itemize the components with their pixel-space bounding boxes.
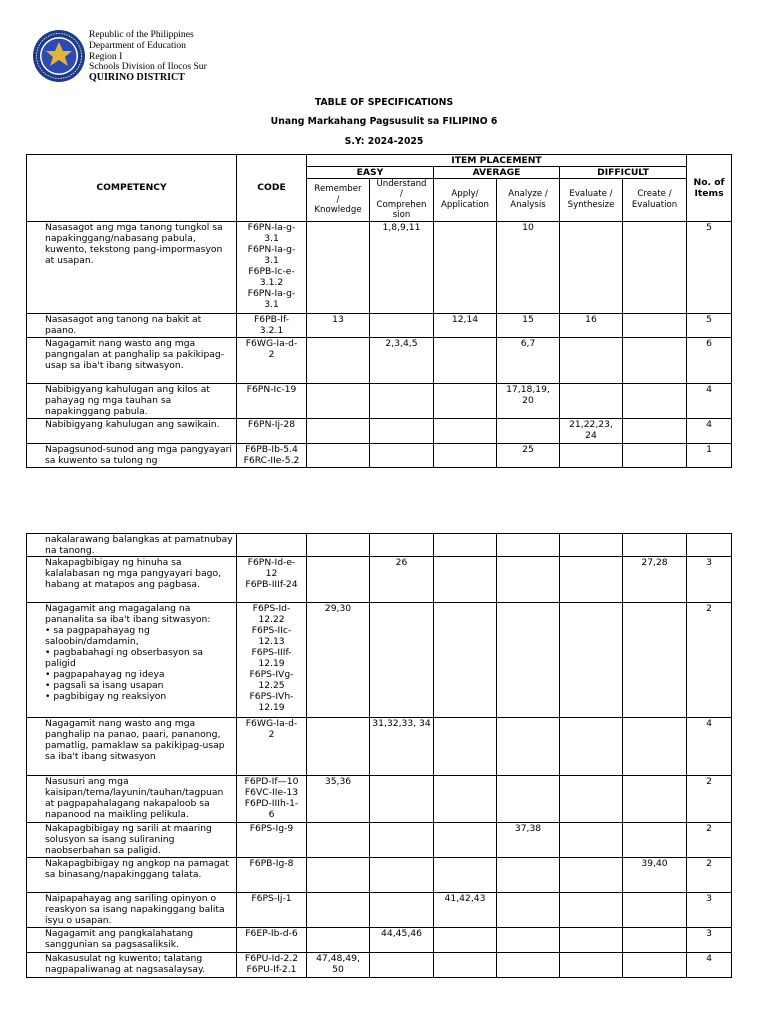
competency-cell: Nabibigyang kahulugan ang sawikain.	[27, 418, 237, 443]
evaluate-items-cell	[560, 603, 623, 718]
create-items-cell	[623, 718, 687, 776]
create-items-cell	[623, 928, 687, 953]
remember-header	[307, 179, 370, 222]
create-items-cell	[623, 893, 687, 928]
code-cell	[237, 383, 307, 418]
code-line: F6EP-Ib-d-6	[245, 928, 298, 939]
analyze-items-cell	[497, 928, 560, 953]
understand-items-cell: 26	[370, 557, 434, 603]
analyze-items-cell: 15	[497, 313, 560, 337]
remember-items-cell	[307, 893, 370, 928]
code-cell	[237, 953, 307, 978]
code-line: 12.25	[258, 680, 285, 691]
analyze-items-cell: 17,18,19, 20	[497, 383, 560, 418]
code-line: F6PN-Ij-28	[247, 418, 296, 430]
competency-cell: Nakapagbibigay ng angkop na pamagat sa binasang/napakinggang talata.	[27, 858, 237, 893]
evaluate-items-cell	[560, 858, 623, 893]
apply-items-cell: 41,42,43	[434, 893, 497, 928]
code-line: F6PS-IVh-	[249, 691, 294, 702]
table-body	[27, 221, 732, 467]
analyze-items-cell	[497, 893, 560, 928]
create-items-cell	[623, 443, 687, 467]
evaluate-items-cell	[560, 893, 623, 928]
remember-items-cell: 47,48,49, 50	[307, 953, 370, 978]
header-line: Knowledge	[314, 205, 362, 216]
understand-items-cell	[370, 776, 434, 823]
understand-items-cell	[370, 534, 434, 557]
remember-items-cell	[307, 221, 370, 313]
header-line: Synthesize	[567, 199, 615, 210]
table-row	[27, 383, 732, 418]
code-line: F6PN-Ia-g-	[247, 221, 296, 233]
remember-items-cell	[307, 534, 370, 557]
total-items-cell	[687, 534, 732, 557]
code-cell	[237, 776, 307, 823]
analyze-items-cell	[497, 418, 560, 443]
evaluate-items-cell	[560, 383, 623, 418]
code-line: F6PN-Id-e-	[247, 557, 296, 568]
code-line: F6PS-Id-	[252, 603, 291, 614]
competency-cell: nakalarawang balangkas at pamatnubay na tanong.	[27, 534, 237, 557]
evaluate-items-cell: 16	[560, 313, 623, 337]
letterhead-text	[89, 30, 207, 84]
code-cell	[237, 718, 307, 776]
code-cell	[237, 337, 307, 383]
letterhead	[32, 27, 332, 89]
create-items-cell	[623, 418, 687, 443]
code-line: F6PS-IIc-	[251, 625, 292, 636]
table-row	[27, 534, 732, 557]
remember-items-cell	[307, 418, 370, 443]
competency-cell: Nagagamit nang wasto ang mga panghalip na panao, paari, pananong, pamatlig, pamaklaw sa pakikipag-usap sa iba't ibang sitwasyon	[27, 718, 237, 776]
code-line: 3.1	[264, 298, 279, 310]
table-body	[27, 534, 732, 978]
letterhead-line: Department of Education	[89, 39, 186, 51]
exam-title: Unang Markahang Pagsusulit sa FILIPINO 6	[270, 116, 498, 127]
item-placement-header: ITEM PLACEMENT	[307, 155, 687, 167]
total-items-cell: 2	[687, 603, 732, 718]
table-row	[27, 557, 732, 603]
code-line: F6PS-IVg-	[249, 669, 294, 680]
understand-items-cell: 31,32,33, 34	[370, 718, 434, 776]
analyze-items-cell	[497, 718, 560, 776]
create-items-cell	[623, 383, 687, 418]
code-line: 3.2.1	[259, 324, 284, 336]
competency-cell: Nakapagbibigay ng sarili at maaring solusyon sa isang suliraning naobserbahan sa paligid.	[27, 823, 237, 858]
total-items-cell: 1	[687, 443, 732, 467]
table-row	[27, 928, 732, 953]
remember-items-cell	[307, 557, 370, 603]
code-line: F6PB-IIIf-24	[245, 579, 298, 590]
evaluate-items-cell	[560, 776, 623, 823]
code-cell	[237, 893, 307, 928]
total-items-cell: 2	[687, 823, 732, 858]
total-items-cell: 3	[687, 557, 732, 603]
competency-cell: Nasasagot ang tanong na bakit at paano.	[27, 313, 237, 337]
specification-table-page-2	[26, 533, 732, 978]
understand-items-cell	[370, 603, 434, 718]
understand-items-cell	[370, 383, 434, 418]
analyze-items-cell: 37,38	[497, 823, 560, 858]
code-line: F6PB-Ib-5.4	[245, 443, 298, 455]
code-cell	[237, 313, 307, 337]
header-line: Comprehen	[376, 199, 427, 210]
apply-items-cell	[434, 443, 497, 467]
analyze-items-cell	[497, 776, 560, 823]
average-header: AVERAGE	[434, 167, 560, 179]
apply-items-cell	[434, 776, 497, 823]
header-line: Remember	[314, 184, 362, 195]
total-items-cell: 3	[687, 893, 732, 928]
header-line: Understand	[376, 179, 427, 189]
competency-cell: Nakasusulat ng kuwento; talatang nagpapaliwanag at nagsasalaysay.	[27, 953, 237, 978]
deped-seal-icon	[32, 29, 86, 83]
analyze-items-cell: 10	[497, 221, 560, 313]
evaluate-items-cell	[560, 928, 623, 953]
code-line: F6PB-Ig-8	[249, 858, 294, 869]
competency-cell: Nagagamit ang pangkalahatang sanggunian sa pagsasaliksik.	[27, 928, 237, 953]
code-line: 3.1.2	[259, 276, 284, 288]
letterhead-line: Region I	[89, 50, 123, 62]
specification-table-page-1	[26, 154, 732, 468]
apply-items-cell	[434, 823, 497, 858]
code-line: F6PN-Ia-g-	[247, 287, 296, 299]
code-line: 12.22	[258, 614, 285, 625]
table-row	[27, 221, 732, 313]
code-line: F6PD-IIIh-1-	[244, 798, 299, 809]
evaluate-items-cell: 21,22,23, 24	[560, 418, 623, 443]
remember-items-cell: 35,36	[307, 776, 370, 823]
analyze-items-cell	[497, 557, 560, 603]
total-items-cell: 5	[687, 313, 732, 337]
code-line: F6PS-IIIf-	[251, 647, 292, 658]
code-line: 12.19	[258, 702, 285, 713]
header-line: Apply/	[451, 189, 479, 200]
create-items-cell: 39,40	[623, 858, 687, 893]
remember-items-cell	[307, 383, 370, 418]
apply-items-cell	[434, 221, 497, 313]
competency-cell: Nagagamit ang magagalang na pananalita sa iba't ibang sitwasyon: • sa pagpapahayag ng saloobin/damdamin, • pagbabahagi ng obserbasyon sa paligid • pagpapahayag ng ideya • pagsali sa isang usapan • pagbibigay ng reaksiyon	[27, 603, 237, 718]
code-line: F6VC-IIe-13	[244, 787, 299, 798]
evaluate-items-cell	[560, 443, 623, 467]
competency-cell: Naipapahayag ang sariling opinyon o reaskyon sa isang napakinggang balita isyu o usapan.	[27, 893, 237, 928]
analyze-header	[497, 179, 560, 222]
understand-items-cell: 2,3,4,5	[370, 337, 434, 383]
code-line: 12.13	[258, 636, 285, 647]
code-cell	[237, 823, 307, 858]
apply-items-cell	[434, 557, 497, 603]
code-line: F6PU-Id-2.2	[244, 953, 299, 964]
code-line: F6PN-Ia-g-	[247, 243, 296, 255]
competency-cell: Nagagamit nang wasto ang mga pangngalan at panghalip sa pakikipag-usap sa iba't ibang sitwasyon.	[27, 337, 237, 383]
create-items-cell	[623, 534, 687, 557]
header-line: Analyze /	[508, 189, 548, 200]
evaluate-header	[560, 179, 623, 222]
analyze-items-cell	[497, 603, 560, 718]
evaluate-items-cell	[560, 718, 623, 776]
code-cell	[237, 534, 307, 557]
competency-cell: Nakapagbibigay ng hinuha sa kalalabasan ng mga pangyayari bago, habang at matapos ang pagbasa.	[27, 557, 237, 603]
code-cell	[237, 928, 307, 953]
evaluate-items-cell	[560, 337, 623, 383]
total-items-cell: 4	[687, 383, 732, 418]
code-line: 3.1	[264, 254, 279, 266]
remember-items-cell	[307, 928, 370, 953]
code-line: 12.19	[258, 658, 285, 669]
evaluate-items-cell	[560, 557, 623, 603]
apply-items-cell	[434, 337, 497, 383]
table-row	[27, 823, 732, 858]
apply-items-cell: 12,14	[434, 313, 497, 337]
table-row	[27, 776, 732, 823]
understand-items-cell: 1,8,9,11	[370, 221, 434, 313]
competency-cell: Nabibigyang kahulugan ang kilos at pahayag ng mga tauhan sa napakinggang pabula.	[27, 383, 237, 418]
competency-header: COMPETENCY	[27, 155, 237, 222]
total-items-cell: 6	[687, 337, 732, 383]
header-line: Analysis	[510, 199, 546, 210]
create-items-cell	[623, 313, 687, 337]
code-line: F6PN-Ic-19	[246, 383, 297, 395]
total-items-cell: 5	[687, 221, 732, 313]
header-line: Create /	[637, 189, 672, 200]
understand-items-cell	[370, 858, 434, 893]
understand-items-cell	[370, 418, 434, 443]
competency-cell: Nasusuri ang mga kaisipan/tema/layunin/tauhan/tagpuan at pagpapahalagang nakapaloob sa napanood na maikling pelikula.	[27, 776, 237, 823]
apply-items-cell	[434, 953, 497, 978]
header-line: /	[336, 194, 340, 205]
remember-items-cell	[307, 823, 370, 858]
table-row	[27, 443, 732, 467]
table-row	[27, 953, 732, 978]
total-items-cell: 2	[687, 858, 732, 893]
competency-cell: Nasasagot ang mga tanong tungkol sa napakinggang/nabasang pabula, kuwento, tekstong pang-impormasyon at usapan.	[27, 221, 237, 313]
remember-items-cell: 13	[307, 313, 370, 337]
table-row	[27, 337, 732, 383]
table-row	[27, 718, 732, 776]
remember-items-cell	[307, 337, 370, 383]
apply-items-cell	[434, 858, 497, 893]
analyze-items-cell	[497, 858, 560, 893]
evaluate-items-cell	[560, 953, 623, 978]
analyze-items-cell	[497, 534, 560, 557]
evaluate-items-cell	[560, 221, 623, 313]
difficult-header: DIFFICULT	[560, 167, 687, 179]
create-items-cell	[623, 603, 687, 718]
code-cell	[237, 418, 307, 443]
total-items-cell: 4	[687, 953, 732, 978]
remember-items-cell	[307, 443, 370, 467]
table-row	[27, 893, 732, 928]
header-line: Evaluate /	[569, 189, 613, 200]
code-line: 2	[268, 348, 275, 360]
create-header	[623, 179, 687, 222]
table-row	[27, 603, 732, 718]
apply-items-cell	[434, 603, 497, 718]
understand-items-cell	[370, 953, 434, 978]
understand-items-cell	[370, 893, 434, 928]
create-items-cell	[623, 953, 687, 978]
letterhead-line: Republic of the Philippines	[89, 29, 194, 40]
analyze-items-cell	[497, 953, 560, 978]
code-cell	[237, 221, 307, 313]
district-name: QUIRINO DISTRICT	[89, 72, 185, 84]
letterhead-line: Schools Division of Ilocos Sur	[89, 61, 207, 73]
header-line: sion	[392, 210, 411, 221]
code-line: F6WG-Ia-d-	[245, 718, 298, 729]
code-line: F6PB-If-	[253, 313, 290, 325]
header-line: Evaluation	[631, 199, 678, 210]
document-title: TABLE OF SPECIFICATIONS	[314, 97, 454, 108]
code-line: 12	[265, 568, 278, 579]
school-year: S.Y: 2024-2025	[344, 136, 424, 147]
understand-items-cell	[370, 823, 434, 858]
total-items-cell: 4	[687, 418, 732, 443]
remember-items-cell	[307, 718, 370, 776]
create-items-cell	[623, 823, 687, 858]
understand-items-cell	[370, 443, 434, 467]
code-line: F6PS-Ij-1	[251, 893, 292, 904]
analyze-items-cell: 6,7	[497, 337, 560, 383]
create-items-cell	[623, 221, 687, 313]
total-items-cell: 2	[687, 776, 732, 823]
apply-items-cell	[434, 718, 497, 776]
apply-items-cell	[434, 534, 497, 557]
remember-items-cell: 29,30	[307, 603, 370, 718]
code-line: F6RC-IIe-5.2	[243, 454, 300, 466]
remember-items-cell	[307, 858, 370, 893]
table-row	[27, 858, 732, 893]
apply-items-cell	[434, 383, 497, 418]
total-items-cell: 3	[687, 928, 732, 953]
table-row	[27, 418, 732, 443]
no-of-items-header: No. of Items	[687, 155, 732, 222]
code-line: F6PD-If—10	[244, 776, 299, 787]
evaluate-items-cell	[560, 534, 623, 557]
apply-items-cell	[434, 928, 497, 953]
understand-items-cell: 44,45,46	[370, 928, 434, 953]
header-line: Application	[440, 199, 490, 210]
header-line: /	[400, 189, 403, 200]
code-line: 2	[268, 729, 275, 740]
code-line: 6	[268, 809, 275, 820]
apply-items-cell	[434, 418, 497, 443]
code-line: 3.1	[264, 232, 279, 244]
competency-cell: Napagsunod-sunod ang mga pangyayari sa kuwento sa tulong ng	[27, 443, 237, 467]
code-cell	[237, 443, 307, 467]
code-header: CODE	[237, 155, 307, 222]
create-items-cell	[623, 337, 687, 383]
table-row	[27, 313, 732, 337]
code-line: F6PB-Ic-e-	[248, 265, 295, 277]
create-items-cell: 27,28	[623, 557, 687, 603]
code-cell	[237, 603, 307, 718]
code-line: F6PU-If-2.1	[246, 964, 297, 975]
understand-items-cell	[370, 313, 434, 337]
analyze-items-cell: 25	[497, 443, 560, 467]
total-items-cell: 4	[687, 718, 732, 776]
evaluate-items-cell	[560, 823, 623, 858]
create-items-cell	[623, 776, 687, 823]
code-cell	[237, 557, 307, 603]
understand-header	[370, 179, 434, 222]
code-line: F6PS-Ig-9	[249, 823, 294, 834]
code-line: F6WG-Ia-d-	[245, 337, 298, 349]
apply-header	[434, 179, 497, 222]
code-cell	[237, 858, 307, 893]
easy-header: EASY	[307, 167, 434, 179]
